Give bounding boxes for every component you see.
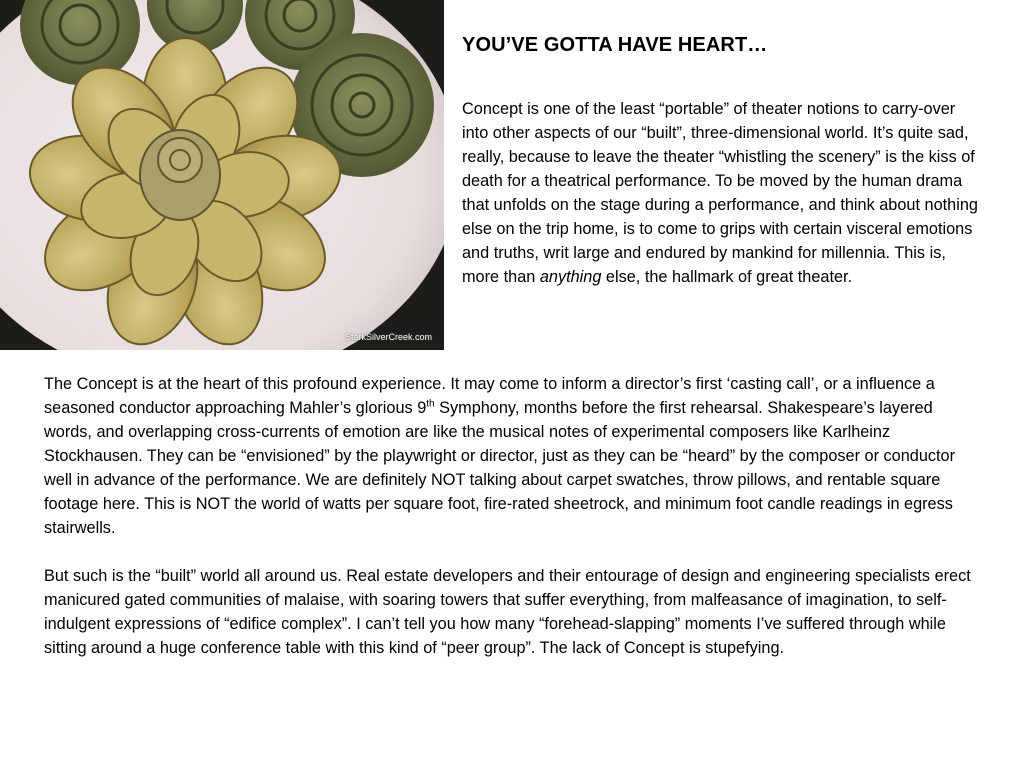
intro-text-start: Concept is one of the least “portable” of theater notions to carry-over into other aspects of our “built”, three-dimensional world. It’s quite sad, really, because to leave the theater “whistling the scenery” is the kiss of death for a theatrical performance. To be moved by the human drama that unfolds on the stage during a performance, and think about nothing else on the trip home, is to come to grips with certain visceral emotions and truths, writ large and endured by mankind for millennia. This is, more than [462,100,978,286]
paragraph-concept [44,372,984,540]
paragraph-concept-start: The Concept is at the heart of this profound experience. It may come to inform a director’s first ‘casting call’, or a influence a seasoned conductor approaching Mahler’s glorious 9 [44,375,935,417]
slide-title: YOU’VE GOTTA HAVE HEART… [462,34,768,56]
artichoke-image [0,0,444,350]
intro-paragraph [462,97,982,289]
photo-watermark: StarkSilverCreek.com [344,332,432,342]
paragraph-concept-end: Symphony, months before the first rehearsal. Shakespeare’s layered words, and overlapping cross-currents of emotion are like the musical notes of experimental composers like Karlheinz Stockhausen. They can be “envisioned” by the playwright or director, just as they can be “heard” by the composer or conductor well in advance of the performance. We are definitely NOT talking about carpet swatches, throw pillows, and rentable square footage here. This is NOT the world of watts per square foot, fire-rated sheetrock, and minimum foot candle readings in egress stairwells. [44,399,956,537]
ordinal-superscript: th [426,398,435,410]
paragraph-built-world: But such is the “built” world all around us. Real estate developers and their entourage of design and engineering specialists erect manicured gated communities of malaise, with soaring towers that suffer everything, from malfeasance of imagination, to self-indulgent expressions of “edifice complex”. I can’t tell you how many “forehead-slapping” moments I’ve suffered through while sitting around a huge conference table with this kind of “peer group”. The lack of Concept is stupefying. [44,567,971,657]
intro-text-end: else, the hallmark of great theater. [601,268,853,286]
artichoke-photo [0,0,444,350]
body-text [44,372,984,684]
intro-emphasis: anything [539,268,602,286]
